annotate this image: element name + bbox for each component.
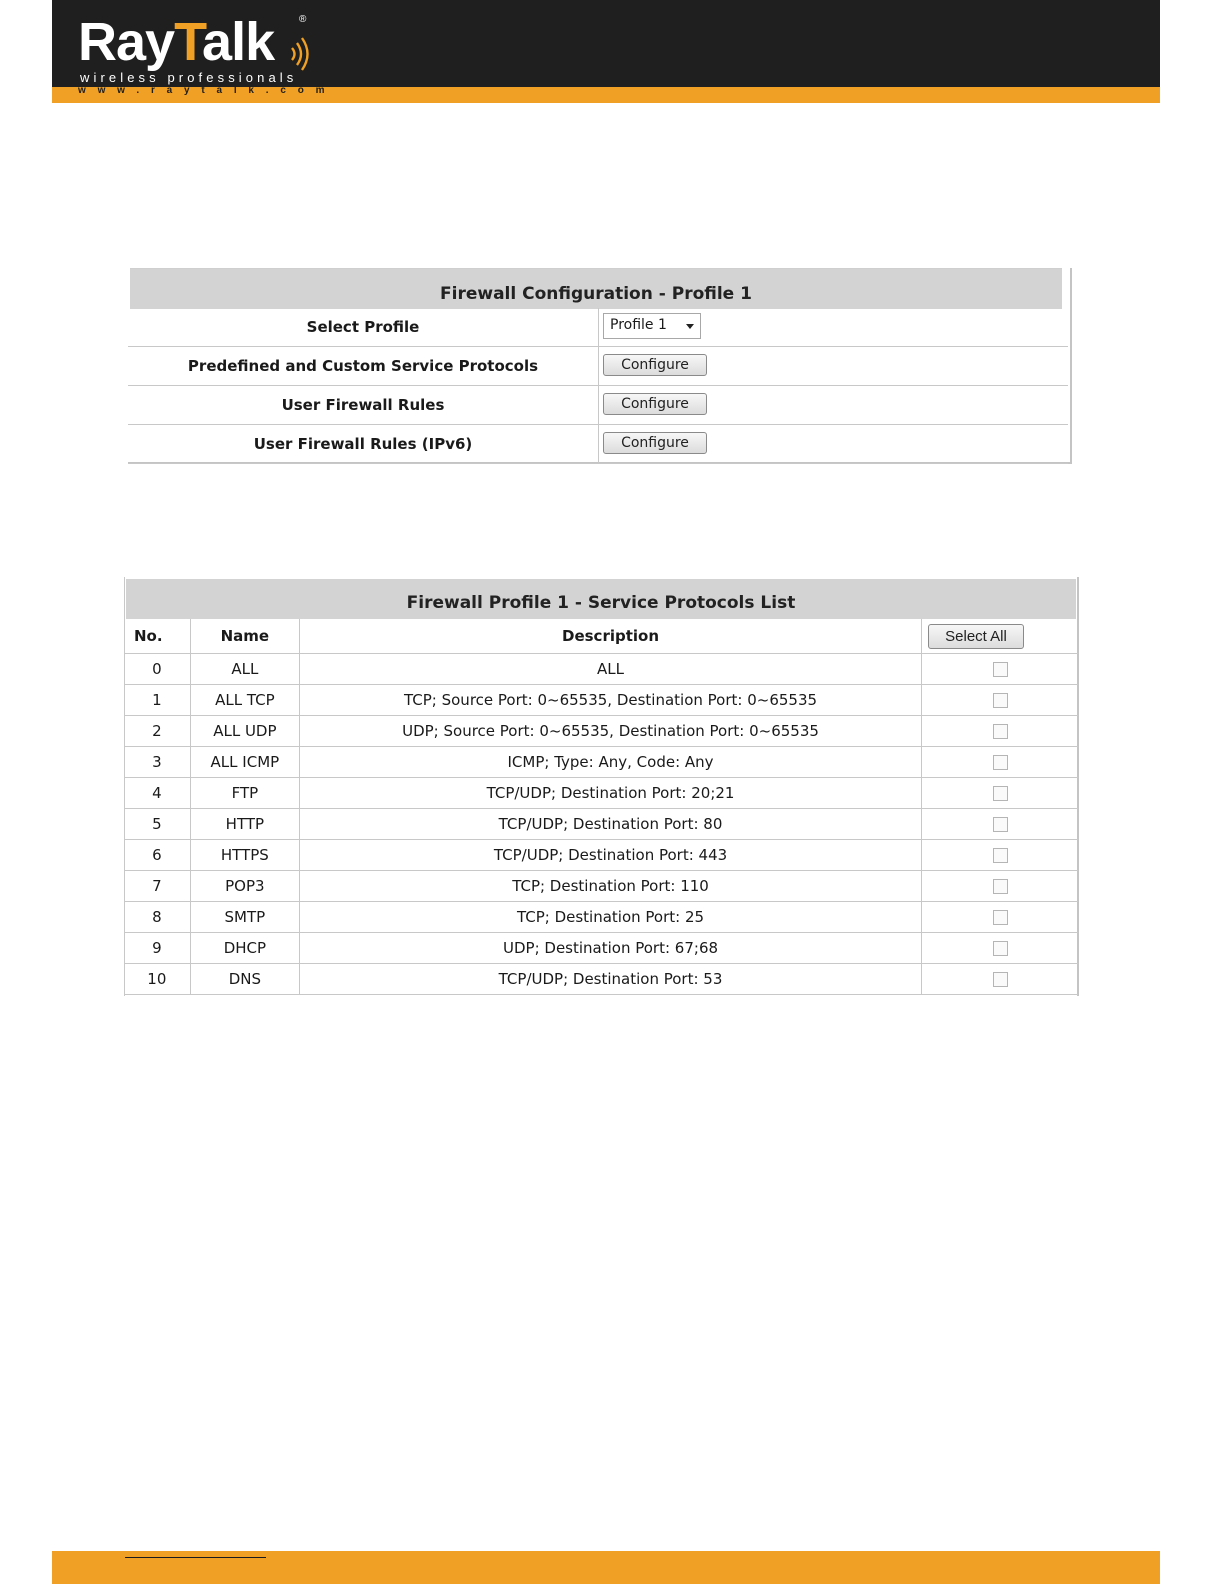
row-name: DNS: [190, 964, 299, 995]
table-row: [124, 840, 1078, 871]
row-description: TCP/UDP; Destination Port: 20;21: [300, 778, 922, 809]
registered-mark: ®: [299, 14, 307, 25]
logo-word-alk: alk: [202, 12, 275, 72]
row-select-checkbox[interactable]: [993, 786, 1008, 801]
logo-word-ray: Ray: [78, 12, 175, 72]
dropdown-arrow-icon: [686, 324, 694, 329]
row-select-cell: [922, 747, 1079, 778]
row-number: 6: [124, 840, 190, 871]
row-name: ALL TCP: [190, 685, 299, 716]
row-select-cell: [922, 716, 1079, 747]
logo-tagline: wireless professionals: [80, 70, 298, 85]
row-description: TCP; Destination Port: 25: [300, 902, 922, 933]
row-name: ALL: [190, 654, 299, 685]
row-select-cell: [922, 778, 1079, 809]
row-select-checkbox[interactable]: [993, 755, 1008, 770]
profile-select[interactable]: [603, 313, 701, 339]
user-firewall-rules-ipv6-row: [128, 425, 1068, 464]
row-description: TCP/UDP; Destination Port: 80: [300, 809, 922, 840]
table-row: [124, 902, 1078, 933]
raytalk-logo: [78, 12, 318, 85]
row-number: 9: [124, 933, 190, 964]
service-protocols-title: Firewall Profile 1 - Service Protocols List: [126, 579, 1076, 619]
select-all-button[interactable]: Select All: [928, 624, 1024, 649]
row-number: 3: [124, 747, 190, 778]
row-select-cell: [922, 964, 1079, 995]
table-row: [124, 778, 1078, 809]
user-firewall-rules-row: [128, 386, 1068, 425]
table-row: [124, 809, 1078, 840]
row-select-cell: [922, 902, 1079, 933]
table-row: [124, 654, 1078, 685]
service-protocols-row: [128, 347, 1068, 386]
row-select-checkbox[interactable]: [993, 693, 1008, 708]
row-select-checkbox[interactable]: [993, 662, 1008, 677]
row-number: 1: [124, 685, 190, 716]
signal-waves-icon: [288, 34, 312, 74]
logo-wordmark: [78, 12, 274, 72]
row-name: FTP: [190, 778, 299, 809]
configure-user-firewall-rules-button[interactable]: Configure: [603, 393, 707, 415]
row-select-cell: [922, 685, 1079, 716]
footer-rule: [125, 1557, 266, 1558]
column-header-select: [922, 619, 1079, 654]
row-description: UDP; Source Port: 0~65535, Destination Port: 0~65535: [300, 716, 922, 747]
row-name: HTTP: [190, 809, 299, 840]
table-row: [124, 685, 1078, 716]
row-name: HTTPS: [190, 840, 299, 871]
profile-select-value: Profile 1: [610, 317, 667, 333]
table-row: [124, 747, 1078, 778]
row-select-checkbox[interactable]: [993, 972, 1008, 987]
service-protocols-table: [124, 619, 1078, 995]
row-select-cell: [922, 871, 1079, 902]
row-number: 7: [124, 871, 190, 902]
row-select-cell: [922, 840, 1079, 871]
footer-bar: [52, 1551, 1160, 1584]
row-name: DHCP: [190, 933, 299, 964]
row-select-checkbox[interactable]: [993, 724, 1008, 739]
select-profile-label: Select Profile: [128, 308, 599, 346]
user-firewall-rules-label: User Firewall Rules: [128, 386, 599, 424]
row-select-checkbox[interactable]: [993, 817, 1008, 832]
row-number: 0: [124, 654, 190, 685]
row-name: SMTP: [190, 902, 299, 933]
row-number: 8: [124, 902, 190, 933]
column-header-name: Name: [190, 619, 299, 654]
row-name: ALL ICMP: [190, 747, 299, 778]
table-row: [124, 964, 1078, 995]
user-firewall-rules-ipv6-label: User Firewall Rules (IPv6): [128, 425, 599, 463]
row-number: 2: [124, 716, 190, 747]
row-select-checkbox[interactable]: [993, 910, 1008, 925]
row-select-checkbox[interactable]: [993, 879, 1008, 894]
row-number: 10: [124, 964, 190, 995]
row-select-cell: [922, 933, 1079, 964]
row-description: UDP; Destination Port: 67;68: [300, 933, 922, 964]
row-description: TCP; Source Port: 0~65535, Destination Port: 0~65535: [300, 685, 922, 716]
row-description: ICMP; Type: Any, Code: Any: [300, 747, 922, 778]
row-name: ALL UDP: [190, 716, 299, 747]
row-select-checkbox[interactable]: [993, 848, 1008, 863]
firewall-config-title: Firewall Configuration - Profile 1: [130, 268, 1062, 309]
table-row: [124, 933, 1078, 964]
row-description: ALL: [300, 654, 922, 685]
column-header-no: No.: [124, 619, 190, 654]
select-profile-row: [128, 308, 1068, 347]
brand-url: www.raytalk.com: [78, 85, 337, 96]
row-description: TCP; Destination Port: 110: [300, 871, 922, 902]
service-protocols-label: Predefined and Custom Service Protocols: [128, 347, 599, 385]
table-header-row: [124, 619, 1078, 654]
row-number: 5: [124, 809, 190, 840]
table-row: [124, 716, 1078, 747]
column-header-description: Description: [300, 619, 922, 654]
row-name: POP3: [190, 871, 299, 902]
table-row: [124, 871, 1078, 902]
row-select-checkbox[interactable]: [993, 941, 1008, 956]
row-select-cell: [922, 809, 1079, 840]
row-number: 4: [124, 778, 190, 809]
configure-service-protocols-button[interactable]: Configure: [603, 354, 707, 376]
row-select-cell: [922, 654, 1079, 685]
configure-user-firewall-rules-ipv6-button[interactable]: Configure: [603, 432, 707, 454]
row-description: TCP/UDP; Destination Port: 53: [300, 964, 922, 995]
logo-word-t: T: [174, 12, 203, 72]
row-description: TCP/UDP; Destination Port: 443: [300, 840, 922, 871]
